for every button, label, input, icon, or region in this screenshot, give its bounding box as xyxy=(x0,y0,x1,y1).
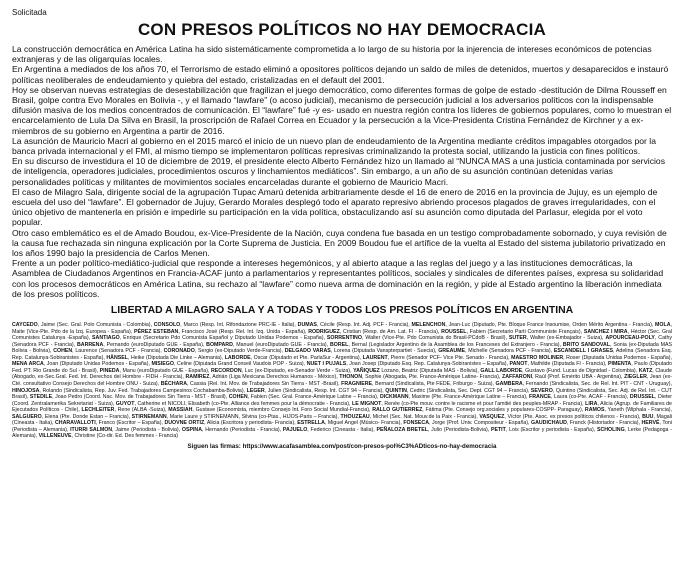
signatory-name: QUINTIN xyxy=(385,387,407,394)
signatory-name: DRUSSEL xyxy=(629,394,655,401)
signatory-detail: , Bernard (Sindicalista, Pte FEDE, Friburgo - Suiza), xyxy=(372,381,496,387)
signatory-name: CHARAVALLOTI xyxy=(55,420,96,427)
signatory-detail: , Jean (ex-Cté. consultativo Consejo Derechos del Hombre ONU - Suiza), xyxy=(12,374,672,387)
signatory-detail: , Marie Laure y STIRNEMANN, Silvina (co-Ptas., HIJOS-Paris – Francia), xyxy=(166,413,341,420)
signatory-name: LIRA xyxy=(585,400,598,407)
signatory-detail: , Gustavo (Fund. Lucas de Dignidad - Colombia), xyxy=(522,367,639,374)
signatory-name: HÄNSEL xyxy=(106,354,128,361)
paragraph: Frente a un poder político-mediático-judicial que responde a intereses hegemónicos, y al abierto ataque a las reglas del juego y a las instituciones democráticas, la Asamblea de Ciudadanos Argentinos en Francia-ACAF junto a parlamentarios y representantes políticos, sociales y sindicales de diferentes países, expresa su solidaridad con los procesos democráticos en América Latina, su rechazo al “lawfare” como nueva arma de dominación en la región, y pide al Estado argentino la liberación inmediata de los presos políticos. xyxy=(12,258,664,299)
signatory-name: APOURCEAU-POLY xyxy=(605,335,655,342)
signatory-name: LABORDE xyxy=(224,354,251,361)
signatory-detail: , Rolando (Sindicalista, Rep. Juv. Fed. Trabajadores Campesinos Cochabamba-Bolivia), xyxy=(39,387,247,394)
signatory-name: BÉCHARA xyxy=(160,381,187,387)
signatory-detail: , Renée (co-Pte mouv. contre le racisme et pour l'amitié des peuples-MRAP - Francia), xyxy=(381,400,586,407)
signatory-name: SANTIAGO xyxy=(92,335,120,342)
paragraph: El caso de Milagro Sala, dirigente social de la agrupación Tupac Amarú detenida arbitrariamente desde el 16 de enero de 2016 en la provincia de Jujuy, es un ejemplo de escuela del uso del “lawfare”. El gobernador de Jujuy, Gerardo Morales desplegó todo el aparato represivo abriendo procesos plagados de graves irregularidades, con el único objetivo de mantenerla en prisión e impedirle su participación en la vida política, obstaculizando así su asunción como diputada del Parlasur, elegida por el voto popular. xyxy=(12,186,658,228)
signatory-name: HERVÉ xyxy=(641,420,660,427)
signatory-detail: , Paulo (Diputado Fed. PT. Rio Grande do Sul - Brasil), xyxy=(12,361,672,374)
signatory-detail: , Pernando (euroDiputado GUE - España), xyxy=(103,341,207,348)
signatory-name: VASQUEZ xyxy=(479,413,505,420)
signatory-detail: , Cassia (Rel. Int. Mov. de Trabajadores Sin Tierra - MST -Brasil), xyxy=(186,381,342,387)
signatory-name: PIMENTA xyxy=(607,361,632,368)
signatory-detail: , Joao Pedro (Coord. Nac. Mov. de Trabajadores Sin Tierra - MST - Brasil), xyxy=(52,394,229,401)
signatory-name: MOLA xyxy=(655,322,671,329)
signatory-detail: , Walter (Vice-Pte. Pdo Comunista do Brasil-PCdoB - Brasil), xyxy=(361,335,509,342)
signatories-list xyxy=(12,322,672,440)
signatory-name: ZIEGLER xyxy=(624,374,647,381)
signatory-name: LE MIGNOT xyxy=(352,400,382,407)
signatory-detail: , Cathy (Senadora PCF - Francia), xyxy=(12,335,672,348)
signatory-detail: , Maite (Vice-Pte. Pdo de la Izq. Europea - España), xyxy=(12,322,672,335)
signatory-name: SEVERO xyxy=(530,387,553,394)
signatory-name: NUET I PUJALS xyxy=(306,361,347,368)
signatory-detail: , Sophie (Abogada, Pte. France-Amérique Latine- Francia), xyxy=(362,374,502,381)
signatory-name: SANCHEZ I MIRA xyxy=(583,328,628,335)
signatory-name: MENA ARCA xyxy=(12,361,44,368)
signatory-detail: , Elena (Pte. Donde Estan – Francia), xyxy=(41,413,132,420)
signatory-detail: , Franco (Escritor – España), xyxy=(95,420,165,427)
signatory-name: ESCANDELL I GRASES xyxy=(553,348,613,355)
signatory-detail: , Adrián (Liga Mexicana Derechos Humanos - México), xyxy=(209,374,340,381)
demand-subtitle: LIBERTAD A MILAGRO SALA Y A TODAS Y TODOS LOS PRESOS POLÍTICOS EN ARGENTINA xyxy=(110,305,574,317)
footer-prefix: Siguen las firmas: xyxy=(187,442,243,450)
signatory-detail: , Hernando (Periodista - Francia), xyxy=(202,426,283,433)
signatory-name: ROUSSEL xyxy=(441,328,467,335)
signatory-name: THOUZEAU xyxy=(340,413,370,420)
signatory-detail: , Sonia (ex-Diputada MAS Bolivia - Bolivia), xyxy=(12,341,672,355)
signatory-detail: , Lorena (Diputada Vanspterpartiet - Suecia), xyxy=(330,348,439,355)
signatory-name: MELENCHON xyxy=(411,322,446,329)
signatory-detail: , Alicia (Escritora y periodista- Francia), xyxy=(204,420,298,427)
signatory-name: CONSOLO xyxy=(153,322,181,329)
signatory-name: BOREL xyxy=(329,341,349,348)
signatory-name: BRITO SANDOVAL xyxy=(562,341,611,348)
signatory-detail: , Alicia (Agrup. de Familiares de Ejecutados Políticos - Chile), xyxy=(12,400,672,414)
signatory-detail: , Jean-Luc (Diputado, Pte. Bloque France Insoumise, Orden Mérito Argentina - Francia), xyxy=(445,322,656,329)
signatures-link[interactable]: https://www.acafasamblea.com/post/con-presos-pol%C3%ADticos-no-hay-democracia xyxy=(242,442,497,450)
signatory-name: OSPINA xyxy=(181,426,203,433)
signatory-detail: , Magali (Cineasta - Italia), xyxy=(12,413,672,427)
signatory-detail: , Maxime (Pte. France-Amérique Latine – Francia), xyxy=(408,394,530,401)
signatory-detail: , Joan Josep (Diputado Esq. Rep. Catalunya-Sobiranistes – España), xyxy=(346,361,510,368)
signatory-detail: , Víctor (Pte. Asoc. ex presos políticos chilenos - Francia), xyxy=(504,413,643,420)
signatory-detail: , Heike (Diputada Die Linke – Alemania), xyxy=(127,354,225,361)
signatory-detail: , Rene (ALBA -Suiza), xyxy=(114,407,169,414)
signatory-detail: , Quintino (Sindicalista, Sec. Adj. de Rel. Int. - CUT Brasil), xyxy=(12,387,672,401)
signatory-detail: , Federico (Cineasta - Italia), xyxy=(307,426,377,433)
signatory-detail: , Fabien (Sec. Gral. France-Amérique Latine – Francia), xyxy=(247,394,380,401)
signatory-detail: , Marco (Resp. Int. Rifondazione PRC-IE - Italia), xyxy=(180,322,298,329)
signatory-detail: , Manuel (euroDiputado GUE - Francia), xyxy=(232,341,330,348)
signatory-name: LEGER xyxy=(246,387,265,394)
signatory-detail: , Raúl (Prof. Emérito UBA - Argentina), xyxy=(532,374,625,381)
signatory-detail: , Fernando (Sindicalista, Sec. de Rel. Int. PIT - CNT - Uruguay), xyxy=(522,381,673,387)
signatory-detail: , Lois (Escritor y periodista - España), xyxy=(505,426,597,433)
signatory-name: PEÑALOZA BRETEL xyxy=(376,426,428,433)
signatory-detail: , Cedric (Sindicalista, Sec. Dept. CGT 94 – Francia), xyxy=(406,387,531,394)
signatory-name: GAUDICHAUD xyxy=(531,420,567,427)
signatory-name: FRAGNIERE xyxy=(341,381,373,387)
signatory-name: RALLO GUTIERREZ xyxy=(372,407,423,414)
signatory-detail: , Miguel Angel (Músico- Francia), xyxy=(324,420,404,427)
signatory-name: MISIEGO xyxy=(151,361,174,368)
signatory-detail: , Yaneth (Wiphala - Francia), xyxy=(604,407,672,414)
signatory-name: CORONADO xyxy=(163,348,195,355)
signatory-name: VILLENEUVE xyxy=(38,433,72,440)
signatory-name: LAURENT xyxy=(362,354,388,361)
signatory-detail: , Jaime (Sec. Gral. Polo Comunista - Colombia), xyxy=(37,322,154,329)
signatory-detail: , Toni (Periodista – Alemania), xyxy=(12,420,672,433)
body-text xyxy=(12,44,672,299)
signatory-detail: , Claude (Abogado, ex-Sec.Gral. Fed. Int. Derechos del Hombre - FIDH - Francia), xyxy=(12,367,672,381)
signatory-detail: , Adelina (Senadora Esq. Rep. Catalunya-Sobiranistes - España), xyxy=(12,348,672,361)
signatory-detail: , Joan (Diputado Unidas Podemos - España), xyxy=(43,361,152,368)
signatures-footer xyxy=(12,443,672,451)
signatory-detail: , Cécile (Resp. Int. Adj. PCF - Francia), xyxy=(316,322,412,329)
signatory-detail: , Cristian (Resp. de Am. Lat. FI - Francia), xyxy=(339,328,442,335)
signatory-name: BARRENA xyxy=(77,341,104,348)
signatory-detail: , Julio (Periodista-Bolivia), xyxy=(427,426,491,433)
signatory-detail: , Oscar (Diputado et Pte. ParlaSur - Argentina), xyxy=(250,354,363,361)
signatory-detail: , Michel (Sec. Nat. Mouv.de la Paix - Francia), xyxy=(369,413,480,420)
signatory-name: BOMPARD xyxy=(206,341,233,348)
signatory-name: DICKMANN xyxy=(379,394,409,401)
signatory-detail: , Jaime (Periodista - Bolivia), xyxy=(112,426,182,433)
signatory-name: RODRIGUEZ xyxy=(308,328,340,335)
signatory-name: RECORDON xyxy=(210,367,242,374)
signatory-name: LECHLEITER xyxy=(81,407,115,414)
signatory-name: KATZ xyxy=(638,367,653,374)
signatory-name: GREAUME xyxy=(438,348,466,355)
signatory-detail: Lozano, Beatriz (Diputada MAS - Bolivia), xyxy=(379,367,481,374)
signatory-name: PINEDA xyxy=(99,367,120,374)
signatory-detail: , Walter (ex-Embajador - Suiza), xyxy=(526,335,606,342)
signatory-detail: , Laura (co-Pte. ACAF - Francia), xyxy=(550,394,630,401)
signatory-name: SORRENTINO xyxy=(326,335,362,342)
signatory-detail: , Christine (Co-dir. Ed. Des femmes - Francia) xyxy=(71,433,179,440)
paragraph: Hoy se observan nuevas estrategias de desestabilización que fragilizan el juego democrático, como diferentes formas de golpe de estado -destitución de Dilma Rousseff en Brasil, golpe contra Evo Morales en Bolivia -, y el llamado “lawfare” (o acoso judicial), mecanismo de persecución judicial a los adversarios políticos con la indispensable difusión masiva de los medios concentrados de comunicación. El “lawfare” fué -y es- usado en nuestra región contra los líderes de gobiernos populares, como lo muestran el encarcelamiento de Lula Da Silva en Brasil, la proscripción de Rafael Correa en Ecuador y la persecución a la Vice-Presidenta Cristina Fernández de Kirchner y a ex-miembros de su gobierno en Argentina a partir de 2016. xyxy=(12,84,672,136)
signatory-name: STIRNEMANN xyxy=(131,413,167,420)
signatory-detail: , Lerke (Pedagoga - Alemania), xyxy=(12,426,672,440)
signatory-name: CAYCEDO xyxy=(12,322,38,329)
signatory-name: FRANCE xyxy=(529,394,551,401)
signatory-name: DELGADO VARAS xyxy=(284,348,331,355)
signatory-detail: , Celine (Diputada Grand Conseil Vaudois POP - Suiza), xyxy=(173,361,307,368)
signatory-name: SCHOLING xyxy=(596,426,625,433)
signatory-name: MAESTRO MOLINER xyxy=(511,354,564,361)
section-label: Solicitada xyxy=(12,8,47,17)
paragraph: La asunción de Mauricio Macri al gobierno en el 2015 marcó el inicio de un nuevo plan de endeudamiento de la Argentina mediante créditos impagables otorgados por la banca privada internacional y el FMI, al mismo tiempo se implementaron políticas represivas criminalizando la protesta social, utilizando la justicia con fines políticos. xyxy=(12,135,656,157)
signatory-detail: , Julien (Sindicalista, Resp. Int. CGT 94 – Francia), xyxy=(264,387,386,394)
signatory-detail: , Pierre (Senador PCF- Vice Pte. Senado - Francia), xyxy=(387,354,512,361)
signatory-name: PANOT xyxy=(509,361,528,368)
signatory-name: MASSIAH xyxy=(168,407,193,414)
signatory-name: RAMIREZ xyxy=(185,374,210,381)
signatory-name: COHEN xyxy=(53,348,73,355)
signatory-detail: , Dieter (Coord. Zentralamerika Sekretariat - Suiza), xyxy=(12,394,672,407)
signatory-detail: , Franck (Historiador - Francia), xyxy=(566,420,642,427)
paragraph: En Argentina a mediados de los años 70, el Terrorismo de estado eliminó a opositores políticos dejando un saldo de miles de detenidos, muertos y desaparecidos e instauró políticas neoliberales de endeudamiento y quiebra del estado, cristalizadas en el default del 2001. xyxy=(12,64,669,85)
page-title: CON PRESOS POLÍTICOS NO HAY DEMOCRACIA xyxy=(137,20,547,39)
paragraph: Otro caso emblemático es el de Amado Boudou, ex-Vice-Presidente de la Nación, cuya condena fue basada en un testigo comprobadamente sobornado, y cuya revisión de la causa fue rechazada sin ninguna explicación por la Corte Suprema de Justicia. En 2009 Boudou fue el artífice de la vuelta al Estado del sistema jubilatorio privatizado en los años 1990 bajo la presidencia de Carlos Menen. xyxy=(12,227,667,259)
signatory-name: GALL LABORDE xyxy=(480,367,523,374)
signatory-detail: , Mathilde (Diputada FI - Francia), xyxy=(527,361,608,368)
paragraph: La construcción democrática en América Latina ha sido sistemáticamente comprometida a lo largo de su historia por la injerencia de intereses económicos de potencias extranjeras y de las oligarquías locales. xyxy=(12,44,652,65)
signatory-name: ITURRI SALMON xyxy=(70,426,113,433)
signatory-detail: , Manu (euroDiputado GUE - España), xyxy=(119,367,211,374)
signatory-detail: , Gustave (Economista, miembro Consejo Int. Foro Social Mundial-Francia), xyxy=(192,407,373,414)
paragraph: En su discurso de investidura el 10 de diciembre de 2019, el presidente electo Alberto Fernández hizo un llamado al “NUNCA MAS a una justicia contaminada por servicios de inteligencia, operadores judiciales, procedimientos oscuros y linchamientos mediáticos”. Sin embargo, a un año de su asunción continúan detenidas varias personalidades políticas y militantes de movimientos sociales encarceladas durante el gobierno de Mauricio Macri. xyxy=(12,156,666,187)
signatory-name: FONSECA xyxy=(403,420,429,427)
signatory-name: ESTRELLA xyxy=(297,420,325,427)
signatory-detail: , Laurence (Senadora PCF - Francia), xyxy=(72,348,164,355)
signatory-name: PAJUELO xyxy=(282,426,308,433)
signatory-name: COHEN xyxy=(228,394,248,401)
signatory-name: STEDILE xyxy=(29,394,53,401)
signatory-name: YAÑIQUEZ xyxy=(353,367,380,374)
signatory-detail: , Enrique (Secretario Pdo Comunista Español y Diputado Unidas Podemos - España), xyxy=(119,335,327,342)
signatory-name: GAMBERA xyxy=(495,381,523,387)
signatory-name: DUOVNE ORTIZ xyxy=(164,420,205,427)
signatory-name: PETIT xyxy=(490,426,506,433)
signatory-name: GUYOT xyxy=(115,400,135,407)
signatory-detail: , Bernal (Legislador Argentino de la Asamblea de los Franceses del Extranjero - Francia), xyxy=(348,341,563,348)
signatory-detail: , Michelle (Senadora PCF - Francia), xyxy=(465,348,554,355)
signatory-detail: , Catherine et NICOLI, Elisabeth (co-Pte. Alliance des femmes pour la démocratie - Francia), xyxy=(134,400,353,407)
signatory-detail: , Fátima (Pte. Consejo org.sociales y populares-COSPP- Paraguay), xyxy=(422,407,585,414)
signatory-name: THONON xyxy=(339,374,363,381)
signatory-detail: , Luc (ex-Diputado, ex-Senador Verde - Suiza), xyxy=(241,367,354,374)
signatory-detail: , Sergio (ex-Diputado Verde-Francia), xyxy=(194,348,285,355)
signatory-detail: , Francisco José (Resp. Rel. Int. Izq. Unida - España), xyxy=(178,328,309,335)
signatory-name: DUMAS xyxy=(297,322,317,329)
signatory-name: SALGUERO xyxy=(12,413,42,420)
signatory-detail: , Roser (Diputada Unidas Podemos - España), xyxy=(563,354,672,361)
signatory-detail: , Fabien (Secretario Parti Communiste Français), xyxy=(466,328,584,335)
signatory-detail: , Jorge (Prof. Univ. Compositeur - España), xyxy=(428,420,532,427)
signatory-name: PÉREZ ESTEBAN xyxy=(133,328,179,335)
signatory-name: ZAFFARONI xyxy=(502,374,533,381)
signatory-name: RAMOS xyxy=(584,407,605,414)
signatory-name: SUTER xyxy=(508,335,527,342)
signatory-name: BUU xyxy=(642,413,654,420)
signatory-name: HINOJOSA xyxy=(12,387,40,394)
signatory-detail: , Héctor (Sec. Gral Comunistes Catalunya -España), xyxy=(12,328,672,342)
